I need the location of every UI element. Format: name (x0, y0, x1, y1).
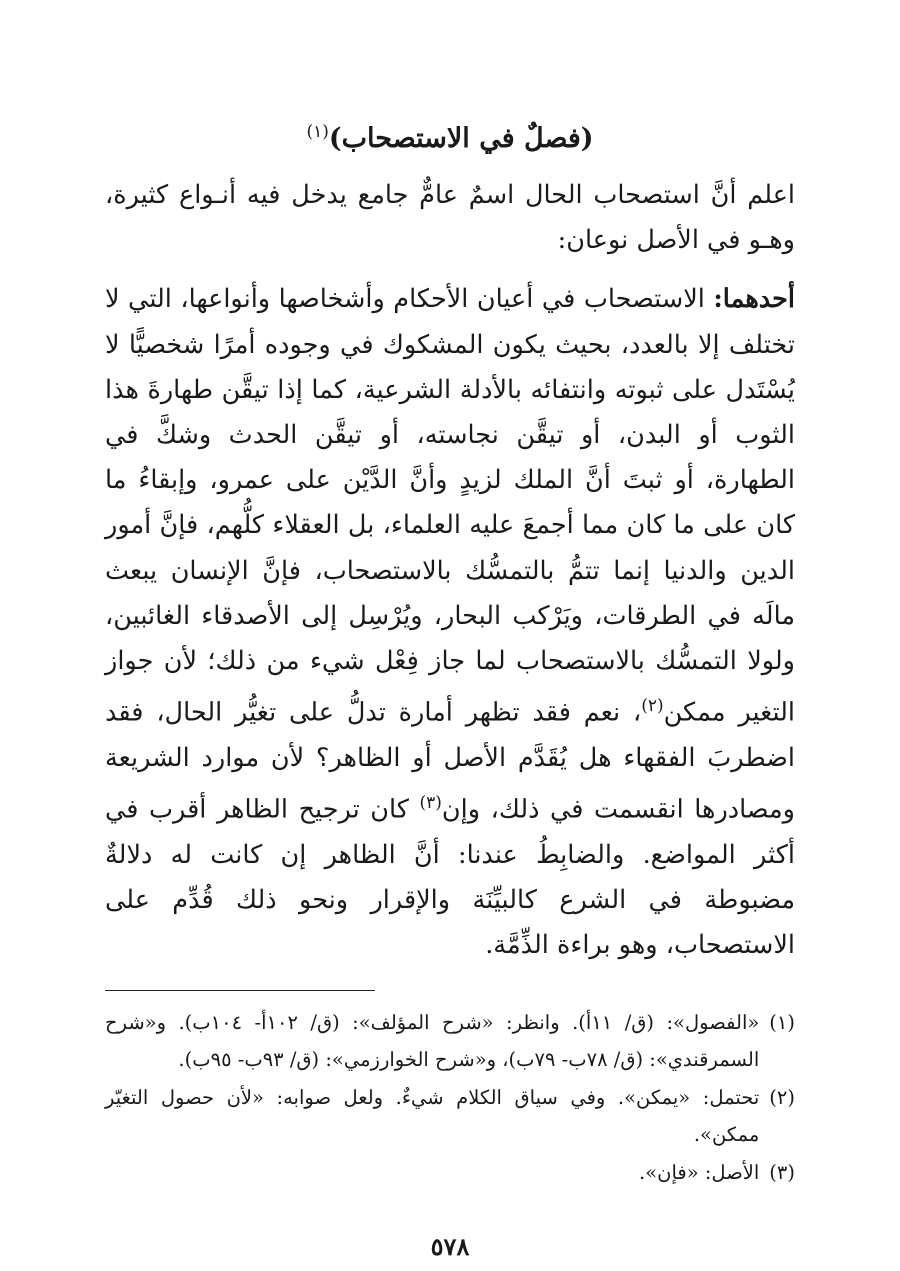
paragraph-text-part-3: كان ترجيح الظاهر أقرب في أكثر المواضع. والضابِطُ عندنا: أنَّ الظاهر إن كانت له دلالةٌ مضبوطة في الشرع كالبيِّنَة والإقرار ونحو ذلك قُدِّم على الاستصحاب، وهو براءة الذِّمَّة. (105, 794, 795, 961)
paragraph-lead-word: أحدهما: (713, 284, 795, 315)
section-title-text: (فصلٌ في الاستصحاب) (328, 123, 594, 154)
footnote-number: (٢) (769, 1086, 795, 1110)
main-text (105, 173, 795, 968)
footnote-1 (105, 1005, 795, 1078)
book-page (105, 112, 795, 1261)
footnote-divider (105, 990, 375, 991)
footnote-number: (٣) (769, 1161, 795, 1185)
paragraph-text-part-2: ، نعم فقد تظهر أمارة تدلُّ على تغيُّر الحال، فقد اضطربَ الفقهاء هل يُقَدَّم الأصل أو الظاهر؟ لأن موارد الشريعة ومصادرها انقسمت في ذلك، وإن (105, 697, 795, 825)
footnote-text: تحتمل: «يمكن». وفي سياق الكلام شيءٌ. ولعل صوابه: «لأن حصول التغيّر ممكن». (105, 1086, 760, 1146)
section-title (105, 112, 795, 159)
paragraph-intro: اعلم أنَّ استصحاب الحال اسمٌ عامٌّ جامع يدخل فيه أنـواع كثيرة، وهـو في الأصل نوعان: (105, 180, 795, 256)
footnote-number: (١) (769, 1011, 795, 1035)
footnote-text: «الفصول»: (ق/ ١١أ). وانظر: «شرح المؤلف»: (ق/ ١٠٢أ- ١٠٤ب). و«شرح السمرقندي»: (ق/ ٧٨ب- ٧٩ب)، و«شرح الخوارزمي»: (ق/ ٩٣ب- ٩٥ب). (105, 1011, 760, 1071)
footnote-ref-2[interactable]: (٢) (641, 696, 664, 717)
page-number: ٥٧٨ (430, 1232, 470, 1261)
title-footnote-ref[interactable]: (١) (306, 122, 329, 142)
paragraph-first-type (105, 277, 795, 968)
footnotes (105, 1005, 795, 1192)
paragraph-text-part-1: الاستصحاب في أعيان الأحكام وأشخاصها وأنواعها، التي لا تختلف إلا بالعدد، بحيث يكون المشكوك في وجوده أمرًا شخصيًّا لا يُسْتَدل على ثبوته وانتفائه بالأدلة الشرعية، كما إذا تيقَّن طهارةَ هذا الثوب أو البدن، أو تيقَّن نجاسته، أو تيقَّن الحدث وشكَّ في الطهارة، أو ثبتَ أنَّ الملك لزيدٍ وأنَّ الدَّيْن على عمرو، وإبقاءُ ما كان على ما كان مما أجمعَ عليه العلماء، بل العقلاء كلُّهم، فإنَّ أمور الدين والدنيا إنما تتمُّ بالتمسُّك بالاستصحاب، فإنَّ الإنسان يبعث مالَه في الطرقات، ويَرْكب البحار، ويُرْسِل إلى الأصدقاء الغائبين، ولولا التمسُّك بالاستصحاب لما جاز فِعْل شيء من ذلك؛ لأن جواز التغير ممكن (105, 284, 795, 728)
footnote-2 (105, 1080, 795, 1153)
footnote-ref-3[interactable]: (٣) (419, 793, 442, 814)
footnote-text: الأصل: «فإن». (639, 1161, 760, 1185)
footnote-3 (105, 1155, 795, 1192)
